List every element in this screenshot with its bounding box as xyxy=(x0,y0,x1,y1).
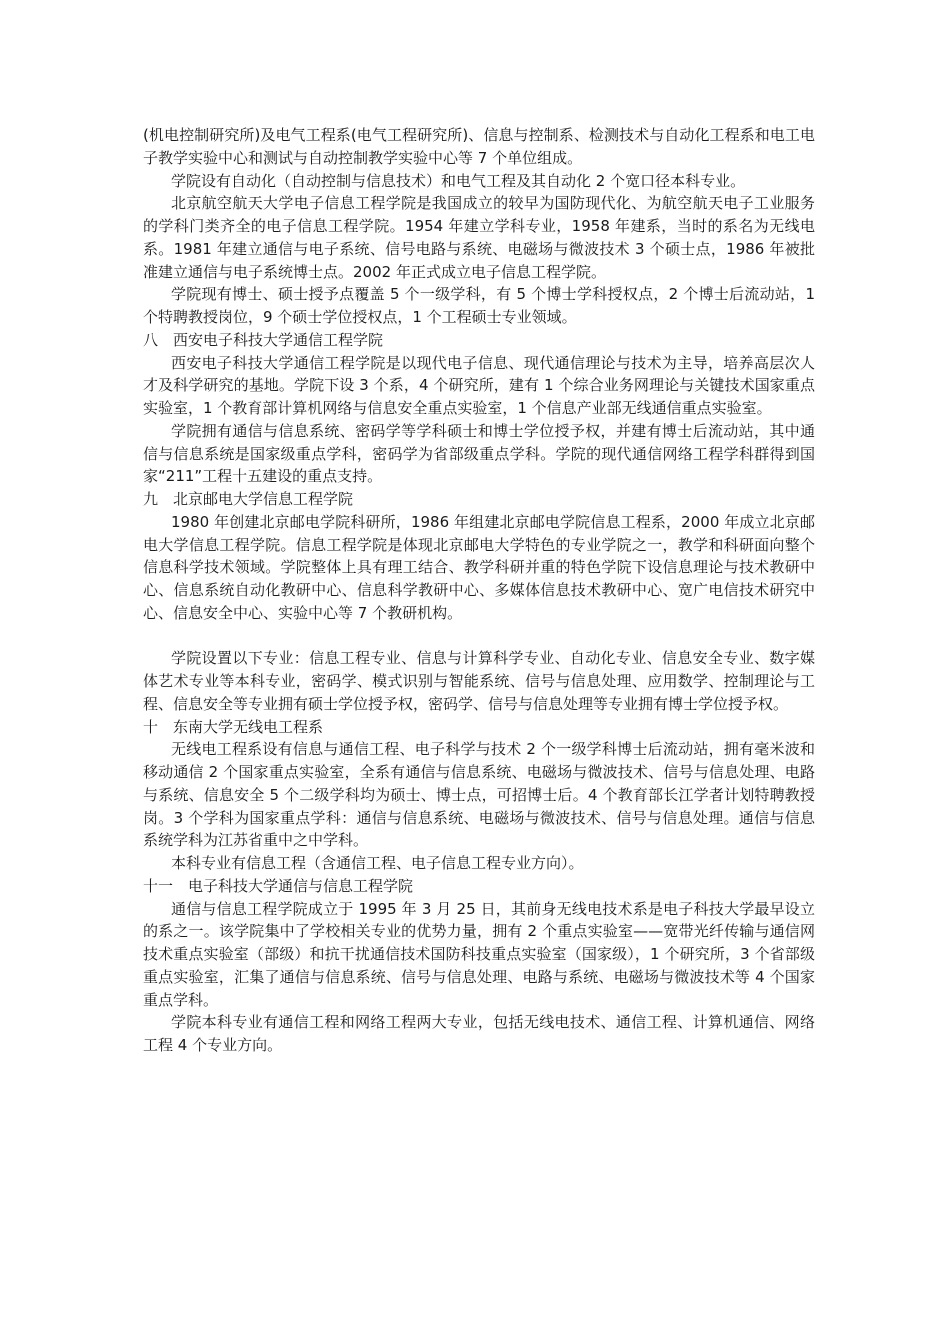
section-heading: 十 东南大学无线电工程系 xyxy=(143,717,324,736)
paragraph: 通信与信息工程学院成立于 1995 年 3 月 25 日，其前身无线电技术系是电子科技大学最早设立的系之一。该学院集中了学校相关专业的优势力量，拥有 2 个重点实验室——宽带光纤传输与通信网技术重点实验室（部级）和抗干扰通信技术国防科技重点实验室（国家级），1 个研究所，3 个省部级重点实验室，汇集了通信与信息系统、信号与信息处理、电路与系统、电磁场与微波技术等 4 个国家重点学科。 xyxy=(143,899,815,1009)
paragraph: 1980 年创建北京邮电学院科研所，1986 年组建北京邮电学院信息工程系，2000 年成立北京邮电大学信息工程学院。信息工程学院是体现北京邮电大学特色的专业学院之一，教学和科研面向整个信息科学技术领域。学院整体上具有理工结合、教学科研并重的特色学院下设信息理论与技术教研中心、信息系统自动化教研中心、信息科学教研中心、多媒体信息技术教研中心、宽广电信技术研究中心、信息安全中心、实验中心等 7 个教研机构。 xyxy=(143,512,815,622)
paragraph: 学院现有博士、硕士授予点覆盖 5 个一级学科，有 5 个博士学科授权点，2 个博士后流动站，1 个特聘教授岗位，9 个硕士学位授权点，1 个工程硕士专业领域。 xyxy=(143,285,815,326)
document-page xyxy=(143,124,815,1057)
paragraph: 无线电工程系设有信息与通信工程、电子科学与技术 2 个一级学科博士后流动站，拥有毫米波和移动通信 2 个国家重点实验室，全系有通信与信息系统、电磁场与微波技术、信号与信息处理、电路与系统、信息安全 5 个二级学科均为硕士、博士点，可招博士后。4 个教育部长江学者计划特聘教授岗。3 个学科为国家重点学科：通信与信息系统、电磁场与微波技术、信号与信息处理。通信与信息系统学科为江苏省重中之中学科。 xyxy=(143,740,815,850)
paragraph: 北京航空航天大学电子信息工程学院是我国成立的较早为国防现代化、为航空航天电子工业服务的学科门类齐全的电子信息工程学院。1954 年建立学科专业，1958 年建系，当时的系名为无线电系。1981 年建立通信与电子系统、信号电路与系统、电磁场与微波技术 3 个硕士点，1986 年被批准建立通信与电子系统博士点。2002 年正式成立电子信息工程学院。 xyxy=(143,194,815,281)
section-heading: 八 西安电子科技大学通信工程学院 xyxy=(143,330,384,349)
paragraph-continuation: (机电控制研究所)及电气工程系(电气工程研究所)、信息与控制系、检测技术与自动化工程系和电工电子教学实验中心和测试与自动控制教学实验中心等 7 个单位组成。 xyxy=(143,126,815,167)
blank-line xyxy=(143,625,815,648)
paragraph: 学院设置以下专业：信息工程专业、信息与计算科学专业、自动化专业、信息安全专业、数字媒体艺术专业等本科专业，密码学、模式识别与智能系统、信号与信息处理、应用数学、控制理论与工程、信息安全等专业拥有硕士学位授予权，密码学、信号与信息处理等专业拥有博士学位授予权。 xyxy=(143,649,815,713)
paragraph: 本科专业有信息工程（含通信工程、电子信息工程专业方向）。 xyxy=(171,854,584,872)
section-heading: 九 北京邮电大学信息工程学院 xyxy=(143,490,354,508)
paragraph: 西安电子科技大学通信工程学院是以现代电子信息、现代通信理论与技术为主导，培养高层次人才及科学研究的基地。学院下设 3 个系，4 个研究所，建有 1 个综合业务网理论与关键技术国家重点实验室，1 个教育部计算机网络与信息安全重点实验室，1 个信息产业部无线通信重点实验室。 xyxy=(143,353,815,417)
paragraph: 学院本科专业有通信工程和网络工程两大专业，包括无线电技术、通信工程、计算机通信、网络工程 4 个专业方向。 xyxy=(143,1013,815,1054)
section-heading: 十一 电子科技大学通信与信息工程学院 xyxy=(143,876,414,895)
paragraph: 学院设有自动化（自动控制与信息技术）和电气工程及其自动化 2 个宽口径本科专业。 xyxy=(171,171,746,190)
paragraph: 学院拥有通信与信息系统、密码学等学科硕士和博士学位授予权，并建有博士后流动站，其中通信与信息系统是国家级重点学科，密码学为省部级重点学科。学院的现代通信网络工程学科群得到国家“211”工程十五建设的重点支持。 xyxy=(143,421,815,486)
